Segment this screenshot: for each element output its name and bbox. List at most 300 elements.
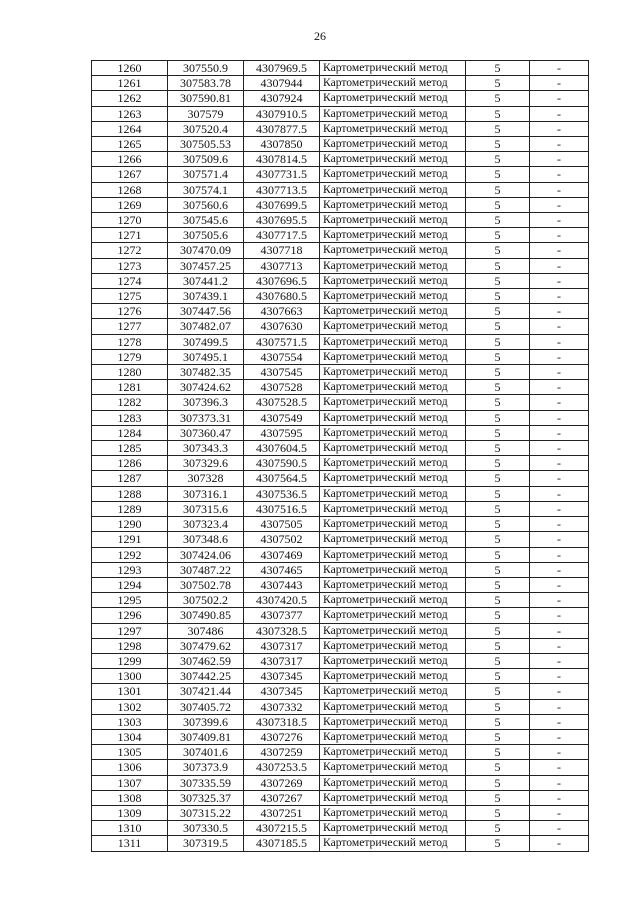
y-coordinate-cell: 4307332 bbox=[244, 699, 320, 714]
y-coordinate-cell: 4307731.5 bbox=[244, 167, 320, 182]
y-coordinate-cell: 4307267 bbox=[244, 790, 320, 805]
table-row bbox=[92, 608, 589, 623]
method-cell: Картометрический метод bbox=[320, 593, 466, 608]
x-coordinate-cell: 307424.06 bbox=[168, 547, 244, 562]
page-number: 26 bbox=[314, 29, 326, 43]
description-cell: - bbox=[530, 91, 589, 106]
accuracy-cell: 5 bbox=[466, 380, 530, 395]
point-number-cell: 1263 bbox=[92, 106, 168, 121]
accuracy-cell: 5 bbox=[466, 669, 530, 684]
y-coordinate-cell: 4307545 bbox=[244, 365, 320, 380]
method-cell: Картометрический метод bbox=[320, 410, 466, 425]
x-coordinate-cell: 307482.07 bbox=[168, 319, 244, 334]
method-cell: Картометрический метод bbox=[320, 137, 466, 152]
y-coordinate-cell: 4307185.5 bbox=[244, 836, 320, 851]
accuracy-cell: 5 bbox=[466, 456, 530, 471]
description-cell: - bbox=[530, 258, 589, 273]
x-coordinate-cell: 307409.81 bbox=[168, 729, 244, 744]
table-row bbox=[92, 425, 589, 440]
x-coordinate-cell: 307520.4 bbox=[168, 121, 244, 136]
table-row bbox=[92, 213, 589, 228]
table-row bbox=[92, 517, 589, 532]
y-coordinate-cell: 4307695.5 bbox=[244, 213, 320, 228]
y-coordinate-cell: 4307345 bbox=[244, 669, 320, 684]
table-row bbox=[92, 197, 589, 212]
y-coordinate-cell: 4307215.5 bbox=[244, 821, 320, 836]
description-cell: - bbox=[530, 501, 589, 516]
y-coordinate-cell: 4307505 bbox=[244, 517, 320, 532]
coordinates-table bbox=[91, 60, 589, 852]
description-cell: - bbox=[530, 213, 589, 228]
accuracy-cell: 5 bbox=[466, 501, 530, 516]
method-cell: Картометрический метод bbox=[320, 380, 466, 395]
description-cell: - bbox=[530, 532, 589, 547]
table-row bbox=[92, 349, 589, 364]
table-row bbox=[92, 106, 589, 121]
point-number-cell: 1284 bbox=[92, 425, 168, 440]
accuracy-cell: 5 bbox=[466, 562, 530, 577]
x-coordinate-cell: 307401.6 bbox=[168, 745, 244, 760]
point-number-cell: 1290 bbox=[92, 517, 168, 532]
accuracy-cell: 5 bbox=[466, 714, 530, 729]
table-row bbox=[92, 91, 589, 106]
y-coordinate-cell: 4307328.5 bbox=[244, 623, 320, 638]
method-cell: Картометрический метод bbox=[320, 319, 466, 334]
x-coordinate-cell: 307457.25 bbox=[168, 258, 244, 273]
point-number-cell: 1269 bbox=[92, 197, 168, 212]
x-coordinate-cell: 307396.3 bbox=[168, 395, 244, 410]
description-cell: - bbox=[530, 471, 589, 486]
table-row bbox=[92, 365, 589, 380]
table-row bbox=[92, 228, 589, 243]
accuracy-cell: 5 bbox=[466, 593, 530, 608]
description-cell: - bbox=[530, 790, 589, 805]
accuracy-cell: 5 bbox=[466, 273, 530, 288]
point-number-cell: 1303 bbox=[92, 714, 168, 729]
accuracy-cell: 5 bbox=[466, 623, 530, 638]
table-row bbox=[92, 121, 589, 136]
table-row bbox=[92, 334, 589, 349]
description-cell: - bbox=[530, 243, 589, 258]
table-row bbox=[92, 532, 589, 547]
accuracy-cell: 5 bbox=[466, 61, 530, 76]
point-number-cell: 1306 bbox=[92, 760, 168, 775]
x-coordinate-cell: 307579 bbox=[168, 106, 244, 121]
x-coordinate-cell: 307315.22 bbox=[168, 805, 244, 820]
point-number-cell: 1297 bbox=[92, 623, 168, 638]
x-coordinate-cell: 307399.6 bbox=[168, 714, 244, 729]
y-coordinate-cell: 4307877.5 bbox=[244, 121, 320, 136]
x-coordinate-cell: 307583.78 bbox=[168, 76, 244, 91]
point-number-cell: 1267 bbox=[92, 167, 168, 182]
x-coordinate-cell: 307495.1 bbox=[168, 349, 244, 364]
point-number-cell: 1271 bbox=[92, 228, 168, 243]
description-cell: - bbox=[530, 805, 589, 820]
method-cell: Картометрический метод bbox=[320, 790, 466, 805]
x-coordinate-cell: 307316.1 bbox=[168, 486, 244, 501]
x-coordinate-cell: 307509.6 bbox=[168, 152, 244, 167]
point-number-cell: 1266 bbox=[92, 152, 168, 167]
table-row bbox=[92, 319, 589, 334]
method-cell: Картометрический метод bbox=[320, 684, 466, 699]
method-cell: Картометрический метод bbox=[320, 745, 466, 760]
table-body bbox=[92, 61, 589, 852]
point-number-cell: 1308 bbox=[92, 790, 168, 805]
table-row bbox=[92, 653, 589, 668]
description-cell: - bbox=[530, 577, 589, 592]
accuracy-cell: 5 bbox=[466, 228, 530, 243]
method-cell: Картометрический метод bbox=[320, 167, 466, 182]
y-coordinate-cell: 4307377 bbox=[244, 608, 320, 623]
point-number-cell: 1265 bbox=[92, 137, 168, 152]
accuracy-cell: 5 bbox=[466, 684, 530, 699]
accuracy-cell: 5 bbox=[466, 532, 530, 547]
accuracy-cell: 5 bbox=[466, 106, 530, 121]
point-number-cell: 1310 bbox=[92, 821, 168, 836]
x-coordinate-cell: 307502.78 bbox=[168, 577, 244, 592]
accuracy-cell: 5 bbox=[466, 137, 530, 152]
table-row bbox=[92, 805, 589, 820]
point-number-cell: 1293 bbox=[92, 562, 168, 577]
method-cell: Картометрический метод bbox=[320, 395, 466, 410]
y-coordinate-cell: 4307469 bbox=[244, 547, 320, 562]
description-cell: - bbox=[530, 821, 589, 836]
table-row bbox=[92, 152, 589, 167]
point-number-cell: 1299 bbox=[92, 653, 168, 668]
x-coordinate-cell: 307442.25 bbox=[168, 669, 244, 684]
method-cell: Картометрический метод bbox=[320, 653, 466, 668]
table-row bbox=[92, 410, 589, 425]
method-cell: Картометрический метод bbox=[320, 714, 466, 729]
method-cell: Картометрический метод bbox=[320, 821, 466, 836]
x-coordinate-cell: 307405.72 bbox=[168, 699, 244, 714]
description-cell: - bbox=[530, 425, 589, 440]
point-number-cell: 1291 bbox=[92, 532, 168, 547]
y-coordinate-cell: 4307910.5 bbox=[244, 106, 320, 121]
point-number-cell: 1289 bbox=[92, 501, 168, 516]
point-number-cell: 1304 bbox=[92, 729, 168, 744]
accuracy-cell: 5 bbox=[466, 349, 530, 364]
x-coordinate-cell: 307560.6 bbox=[168, 197, 244, 212]
table-row bbox=[92, 167, 589, 182]
y-coordinate-cell: 4307465 bbox=[244, 562, 320, 577]
method-cell: Картометрический метод bbox=[320, 623, 466, 638]
description-cell: - bbox=[530, 167, 589, 182]
point-number-cell: 1283 bbox=[92, 410, 168, 425]
method-cell: Картометрический метод bbox=[320, 501, 466, 516]
point-number-cell: 1294 bbox=[92, 577, 168, 592]
y-coordinate-cell: 4307269 bbox=[244, 775, 320, 790]
table-row bbox=[92, 182, 589, 197]
method-cell: Картометрический метод bbox=[320, 425, 466, 440]
table-row bbox=[92, 258, 589, 273]
point-number-cell: 1296 bbox=[92, 608, 168, 623]
method-cell: Картометрический метод bbox=[320, 805, 466, 820]
y-coordinate-cell: 4307516.5 bbox=[244, 501, 320, 516]
y-coordinate-cell: 4307528.5 bbox=[244, 395, 320, 410]
point-number-cell: 1295 bbox=[92, 593, 168, 608]
y-coordinate-cell: 4307718 bbox=[244, 243, 320, 258]
method-cell: Картометрический метод bbox=[320, 76, 466, 91]
point-number-cell: 1276 bbox=[92, 304, 168, 319]
method-cell: Картометрический метод bbox=[320, 258, 466, 273]
x-coordinate-cell: 307330.5 bbox=[168, 821, 244, 836]
table-row bbox=[92, 745, 589, 760]
accuracy-cell: 5 bbox=[466, 425, 530, 440]
table-row bbox=[92, 61, 589, 76]
y-coordinate-cell: 4307604.5 bbox=[244, 441, 320, 456]
method-cell: Картометрический метод bbox=[320, 334, 466, 349]
description-cell: - bbox=[530, 517, 589, 532]
x-coordinate-cell: 307441.2 bbox=[168, 273, 244, 288]
description-cell: - bbox=[530, 456, 589, 471]
table-row bbox=[92, 380, 589, 395]
description-cell: - bbox=[530, 76, 589, 91]
point-number-cell: 1298 bbox=[92, 638, 168, 653]
description-cell: - bbox=[530, 395, 589, 410]
accuracy-cell: 5 bbox=[466, 486, 530, 501]
table-row bbox=[92, 304, 589, 319]
y-coordinate-cell: 4307814.5 bbox=[244, 152, 320, 167]
description-cell: - bbox=[530, 593, 589, 608]
y-coordinate-cell: 4307717.5 bbox=[244, 228, 320, 243]
accuracy-cell: 5 bbox=[466, 577, 530, 592]
table-row bbox=[92, 486, 589, 501]
method-cell: Картометрический метод bbox=[320, 456, 466, 471]
method-cell: Картометрический метод bbox=[320, 182, 466, 197]
table-row bbox=[92, 669, 589, 684]
method-cell: Картометрический метод bbox=[320, 836, 466, 851]
table-row bbox=[92, 760, 589, 775]
accuracy-cell: 5 bbox=[466, 319, 530, 334]
table-row bbox=[92, 137, 589, 152]
point-number-cell: 1261 bbox=[92, 76, 168, 91]
table-row bbox=[92, 471, 589, 486]
point-number-cell: 1307 bbox=[92, 775, 168, 790]
method-cell: Картометрический метод bbox=[320, 547, 466, 562]
y-coordinate-cell: 4307528 bbox=[244, 380, 320, 395]
y-coordinate-cell: 4307924 bbox=[244, 91, 320, 106]
description-cell: - bbox=[530, 410, 589, 425]
description-cell: - bbox=[530, 486, 589, 501]
table-row bbox=[92, 821, 589, 836]
table-row bbox=[92, 577, 589, 592]
y-coordinate-cell: 4307345 bbox=[244, 684, 320, 699]
description-cell: - bbox=[530, 729, 589, 744]
method-cell: Картометрический метод bbox=[320, 441, 466, 456]
x-coordinate-cell: 307373.31 bbox=[168, 410, 244, 425]
y-coordinate-cell: 4307276 bbox=[244, 729, 320, 744]
description-cell: - bbox=[530, 304, 589, 319]
x-coordinate-cell: 307505.53 bbox=[168, 137, 244, 152]
point-number-cell: 1302 bbox=[92, 699, 168, 714]
method-cell: Картометрический метод bbox=[320, 365, 466, 380]
point-number-cell: 1262 bbox=[92, 91, 168, 106]
x-coordinate-cell: 307590.81 bbox=[168, 91, 244, 106]
accuracy-cell: 5 bbox=[466, 729, 530, 744]
y-coordinate-cell: 4307663 bbox=[244, 304, 320, 319]
y-coordinate-cell: 4307630 bbox=[244, 319, 320, 334]
y-coordinate-cell: 4307713.5 bbox=[244, 182, 320, 197]
description-cell: - bbox=[530, 623, 589, 638]
description-cell: - bbox=[530, 562, 589, 577]
y-coordinate-cell: 4307571.5 bbox=[244, 334, 320, 349]
x-coordinate-cell: 307348.6 bbox=[168, 532, 244, 547]
method-cell: Картометрический метод bbox=[320, 638, 466, 653]
accuracy-cell: 5 bbox=[466, 638, 530, 653]
x-coordinate-cell: 307490.85 bbox=[168, 608, 244, 623]
accuracy-cell: 5 bbox=[466, 91, 530, 106]
x-coordinate-cell: 307325.37 bbox=[168, 790, 244, 805]
x-coordinate-cell: 307470.09 bbox=[168, 243, 244, 258]
table-row bbox=[92, 729, 589, 744]
description-cell: - bbox=[530, 319, 589, 334]
y-coordinate-cell: 4307251 bbox=[244, 805, 320, 820]
accuracy-cell: 5 bbox=[466, 167, 530, 182]
method-cell: Картометрический метод bbox=[320, 61, 466, 76]
description-cell: - bbox=[530, 182, 589, 197]
point-number-cell: 1311 bbox=[92, 836, 168, 851]
description-cell: - bbox=[530, 653, 589, 668]
point-number-cell: 1281 bbox=[92, 380, 168, 395]
description-cell: - bbox=[530, 699, 589, 714]
point-number-cell: 1275 bbox=[92, 289, 168, 304]
method-cell: Картометрический метод bbox=[320, 304, 466, 319]
method-cell: Картометрический метод bbox=[320, 699, 466, 714]
y-coordinate-cell: 4307969.5 bbox=[244, 61, 320, 76]
y-coordinate-cell: 4307443 bbox=[244, 577, 320, 592]
x-coordinate-cell: 307439.1 bbox=[168, 289, 244, 304]
y-coordinate-cell: 4307850 bbox=[244, 137, 320, 152]
description-cell: - bbox=[530, 152, 589, 167]
x-coordinate-cell: 307502.2 bbox=[168, 593, 244, 608]
y-coordinate-cell: 4307536.5 bbox=[244, 486, 320, 501]
method-cell: Картометрический метод bbox=[320, 775, 466, 790]
accuracy-cell: 5 bbox=[466, 441, 530, 456]
x-coordinate-cell: 307323.4 bbox=[168, 517, 244, 532]
table-row bbox=[92, 623, 589, 638]
method-cell: Картометрический метод bbox=[320, 121, 466, 136]
table-row bbox=[92, 547, 589, 562]
table-row bbox=[92, 243, 589, 258]
method-cell: Картометрический метод bbox=[320, 243, 466, 258]
accuracy-cell: 5 bbox=[466, 365, 530, 380]
y-coordinate-cell: 4307680.5 bbox=[244, 289, 320, 304]
point-number-cell: 1270 bbox=[92, 213, 168, 228]
x-coordinate-cell: 307499.5 bbox=[168, 334, 244, 349]
method-cell: Картометрический метод bbox=[320, 228, 466, 243]
description-cell: - bbox=[530, 760, 589, 775]
table-row bbox=[92, 775, 589, 790]
table-row bbox=[92, 456, 589, 471]
accuracy-cell: 5 bbox=[466, 836, 530, 851]
method-cell: Картометрический метод bbox=[320, 471, 466, 486]
accuracy-cell: 5 bbox=[466, 243, 530, 258]
x-coordinate-cell: 307328 bbox=[168, 471, 244, 486]
y-coordinate-cell: 4307699.5 bbox=[244, 197, 320, 212]
point-number-cell: 1301 bbox=[92, 684, 168, 699]
point-number-cell: 1260 bbox=[92, 61, 168, 76]
description-cell: - bbox=[530, 380, 589, 395]
method-cell: Картометрический метод bbox=[320, 608, 466, 623]
description-cell: - bbox=[530, 349, 589, 364]
accuracy-cell: 5 bbox=[466, 821, 530, 836]
y-coordinate-cell: 4307696.5 bbox=[244, 273, 320, 288]
x-coordinate-cell: 307447.56 bbox=[168, 304, 244, 319]
accuracy-cell: 5 bbox=[466, 334, 530, 349]
method-cell: Картометрический метод bbox=[320, 517, 466, 532]
x-coordinate-cell: 307315.6 bbox=[168, 501, 244, 516]
y-coordinate-cell: 4307554 bbox=[244, 349, 320, 364]
y-coordinate-cell: 4307549 bbox=[244, 410, 320, 425]
table-row bbox=[92, 395, 589, 410]
accuracy-cell: 5 bbox=[466, 395, 530, 410]
x-coordinate-cell: 307343.3 bbox=[168, 441, 244, 456]
method-cell: Картометрический метод bbox=[320, 91, 466, 106]
accuracy-cell: 5 bbox=[466, 471, 530, 486]
point-number-cell: 1268 bbox=[92, 182, 168, 197]
description-cell: - bbox=[530, 228, 589, 243]
accuracy-cell: 5 bbox=[466, 410, 530, 425]
description-cell: - bbox=[530, 365, 589, 380]
description-cell: - bbox=[530, 775, 589, 790]
description-cell: - bbox=[530, 669, 589, 684]
x-coordinate-cell: 307335.59 bbox=[168, 775, 244, 790]
x-coordinate-cell: 307360.47 bbox=[168, 425, 244, 440]
table-row bbox=[92, 684, 589, 699]
point-number-cell: 1288 bbox=[92, 486, 168, 501]
method-cell: Картометрический метод bbox=[320, 669, 466, 684]
x-coordinate-cell: 307545.6 bbox=[168, 213, 244, 228]
point-number-cell: 1292 bbox=[92, 547, 168, 562]
method-cell: Картометрический метод bbox=[320, 273, 466, 288]
y-coordinate-cell: 4307590.5 bbox=[244, 456, 320, 471]
accuracy-cell: 5 bbox=[466, 775, 530, 790]
accuracy-cell: 5 bbox=[466, 790, 530, 805]
point-number-cell: 1287 bbox=[92, 471, 168, 486]
point-number-cell: 1280 bbox=[92, 365, 168, 380]
point-number-cell: 1279 bbox=[92, 349, 168, 364]
accuracy-cell: 5 bbox=[466, 805, 530, 820]
table-row bbox=[92, 562, 589, 577]
y-coordinate-cell: 4307944 bbox=[244, 76, 320, 91]
table-row bbox=[92, 441, 589, 456]
method-cell: Картометрический метод bbox=[320, 486, 466, 501]
point-number-cell: 1277 bbox=[92, 319, 168, 334]
description-cell: - bbox=[530, 745, 589, 760]
x-coordinate-cell: 307486 bbox=[168, 623, 244, 638]
accuracy-cell: 5 bbox=[466, 182, 530, 197]
y-coordinate-cell: 4307253.5 bbox=[244, 760, 320, 775]
table-row bbox=[92, 273, 589, 288]
method-cell: Картометрический метод bbox=[320, 729, 466, 744]
accuracy-cell: 5 bbox=[466, 258, 530, 273]
table-row bbox=[92, 699, 589, 714]
accuracy-cell: 5 bbox=[466, 289, 530, 304]
point-number-cell: 1286 bbox=[92, 456, 168, 471]
accuracy-cell: 5 bbox=[466, 760, 530, 775]
x-coordinate-cell: 307373.9 bbox=[168, 760, 244, 775]
point-number-cell: 1264 bbox=[92, 121, 168, 136]
accuracy-cell: 5 bbox=[466, 152, 530, 167]
method-cell: Картометрический метод bbox=[320, 562, 466, 577]
accuracy-cell: 5 bbox=[466, 608, 530, 623]
point-number-cell: 1278 bbox=[92, 334, 168, 349]
accuracy-cell: 5 bbox=[466, 76, 530, 91]
description-cell: - bbox=[530, 289, 589, 304]
x-coordinate-cell: 307574.1 bbox=[168, 182, 244, 197]
method-cell: Картометрический метод bbox=[320, 106, 466, 121]
